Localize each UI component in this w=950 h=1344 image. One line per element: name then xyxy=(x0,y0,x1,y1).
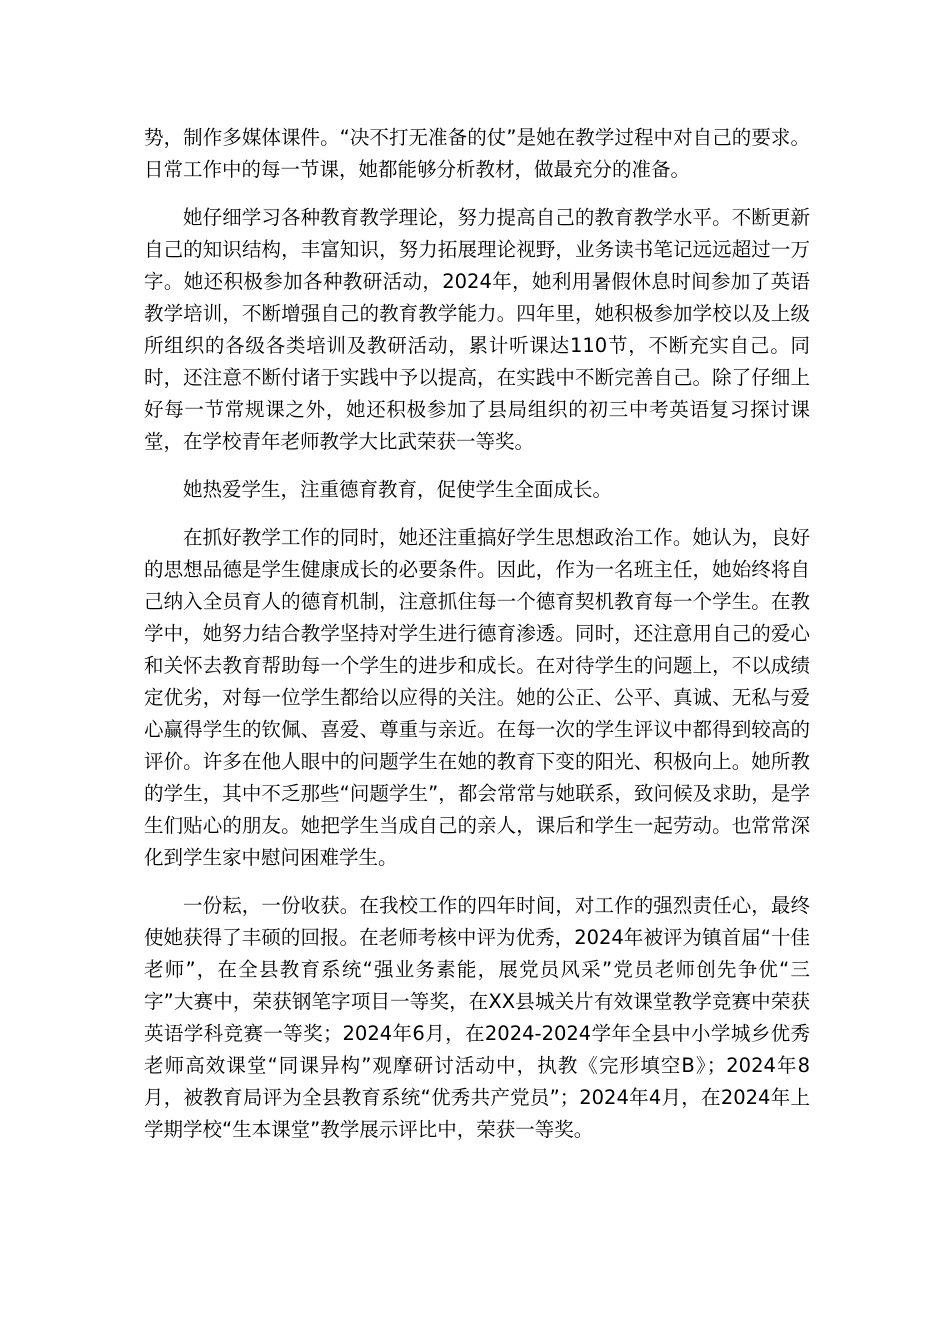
paragraph-moral-education-heading: 她热爱学生，注重德育教育，促使学生全面成长。 xyxy=(183,478,613,501)
paragraph-continuation: 势，制作多媒体课件。“决不打无准备的仗”是她在教学过程中对自己的要求。日常工作中的每一节课，她都能够分析教材，做最充分的准备。 xyxy=(144,126,810,181)
paragraph-student-work: 在抓好教学工作的同时，她还注重搞好学生思想政治工作。她认为，良好的思想品德是学生健康成长的必要条件。因此，作为一名班主任，她始终将自己纳入全员育人的德育机制，注意抓住每一个德育契机教育每一个学生。在教学中，她努力结合教学坚持对学生进行德育渗透。同时，还注意用自己的爱心和关怀去教育帮助每一个学生的进步和成长。在对待学生的问题上，不以成绩定优劣，对每一位学生都给以应得的关注。她的公正、公平、真诚、无私与爱心赢得学生的钦佩、喜爱、尊重与亲近。在每一次的学生评议中都得到较高的评价。许多在他人眼中的问题学生在她的教育下变的阳光、积极向上。她所教的学生，其中不乏那些“问题学生”，都会常常与她联系，致问候及求助，是学生们贴心的朋友。她把学生当成自己的亲人，课后和学生一起劳动。也常常深化到学生家中慰问困难学生。 xyxy=(144,526,810,869)
document-body xyxy=(144,122,810,1162)
paragraph-teaching-study: 她仔细学习各种教育教学理论，努力提高自己的教育教学水平。不断更新自己的知识结构，丰富知识，努力拓展理论视野，业务读书笔记远远超过一万字。她还积极参加各种教研活动，2024年，她利用暑假休息时间参加了英语教学培训，不断增强自己的教育教学能力。四年里，她积极参加学校以及上级所组织的各级各类培训及教研活动，累计听课达110节，不断充实自己。同时，还注意不断付诸于实践中予以提高，在实践中不断完善自己。除了仔细上好每一节常规课之外，她还积极参加了县局组织的初三中考英语复习探讨课堂，在学校青年老师教学大比武荣获一等奖。 xyxy=(144,206,810,453)
paragraph-achievements: 一份耘，一份收获。在我校工作的四年时间，对工作的强烈责任心，最终使她获得了丰硕的回报。在老师考核中评为优秀，2024年被评为镇首届“十佳老师”，在全县教育系统“强业务素能，展党员风采”党员老师创先争优“三字”大赛中，荣获钢笔字项目一等奖，在XX县城关片有效课堂教学竞赛中荣获英语学科竞赛一等奖；2024年6月，在2024-2024学年全县中小学城乡优秀老师高效课堂“同课异构”观摩研讨活动中，执教《完形填空B》；2024年8月，被教育局评为全县教育系统“优秀共产党员”；2024年4月，在2024年上学期学校“生本课堂”教学展示评比中，荣获一等奖。 xyxy=(144,894,810,1141)
